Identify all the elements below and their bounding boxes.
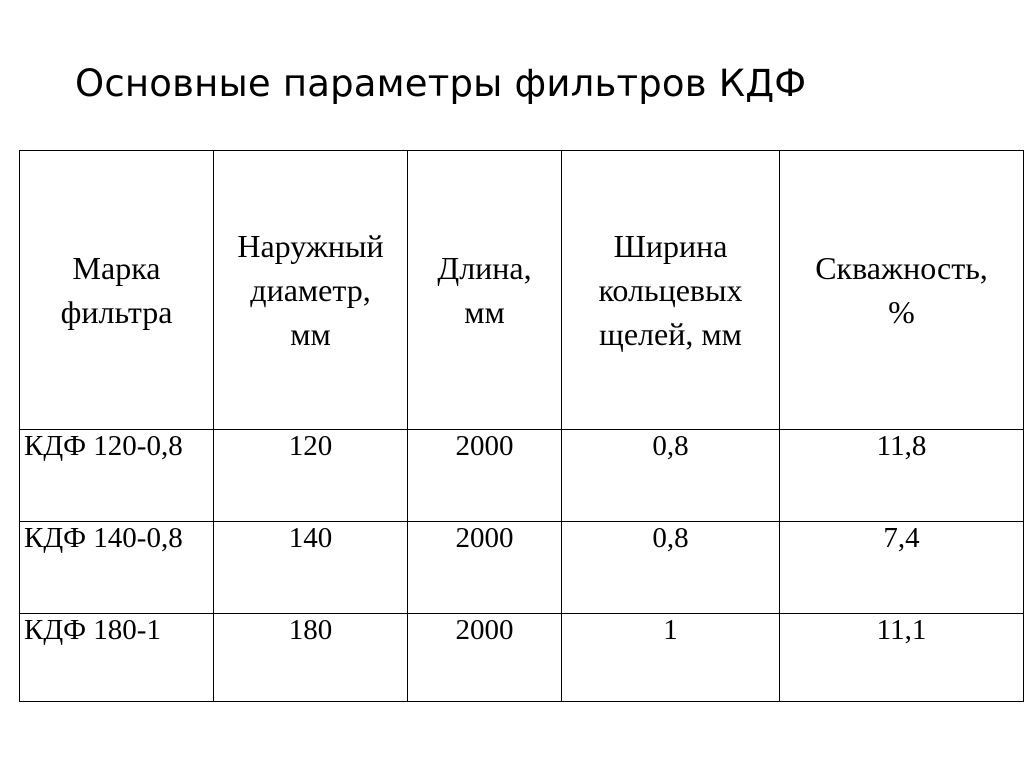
cell-porosity: 7,4 <box>780 522 1024 614</box>
cell-filter-mark: КДФ 180-1 <box>20 614 214 702</box>
cell-length: 2000 <box>408 522 562 614</box>
cell-slot-width: 0,8 <box>562 522 780 614</box>
cell-length: 2000 <box>408 614 562 702</box>
table-row <box>20 430 1024 522</box>
table-row <box>20 614 1024 702</box>
cell-length: 2000 <box>408 430 562 522</box>
cell-outer-diameter: 120 <box>214 430 408 522</box>
cell-filter-mark: КДФ 140-0,8 <box>20 522 214 614</box>
cell-slot-width: 1 <box>562 614 780 702</box>
cell-slot-width: 0,8 <box>562 430 780 522</box>
header-outer-diameter: Наружный диаметр, мм <box>214 151 408 430</box>
header-length: Длина, мм <box>408 151 562 430</box>
header-slot-width: Ширина кольцевых щелей, мм <box>562 151 780 430</box>
cell-outer-diameter: 180 <box>214 614 408 702</box>
cell-porosity: 11,1 <box>780 614 1024 702</box>
table-header-row <box>20 151 1024 430</box>
filter-parameters-table <box>19 150 1024 702</box>
slide-title: Основные параметры фильтров КДФ <box>75 62 807 105</box>
cell-outer-diameter: 140 <box>214 522 408 614</box>
table-row <box>20 522 1024 614</box>
header-porosity: Скважность, % <box>780 151 1024 430</box>
cell-filter-mark: КДФ 120-0,8 <box>20 430 214 522</box>
cell-porosity: 11,8 <box>780 430 1024 522</box>
header-filter-mark: Марка фильтра <box>20 151 214 430</box>
